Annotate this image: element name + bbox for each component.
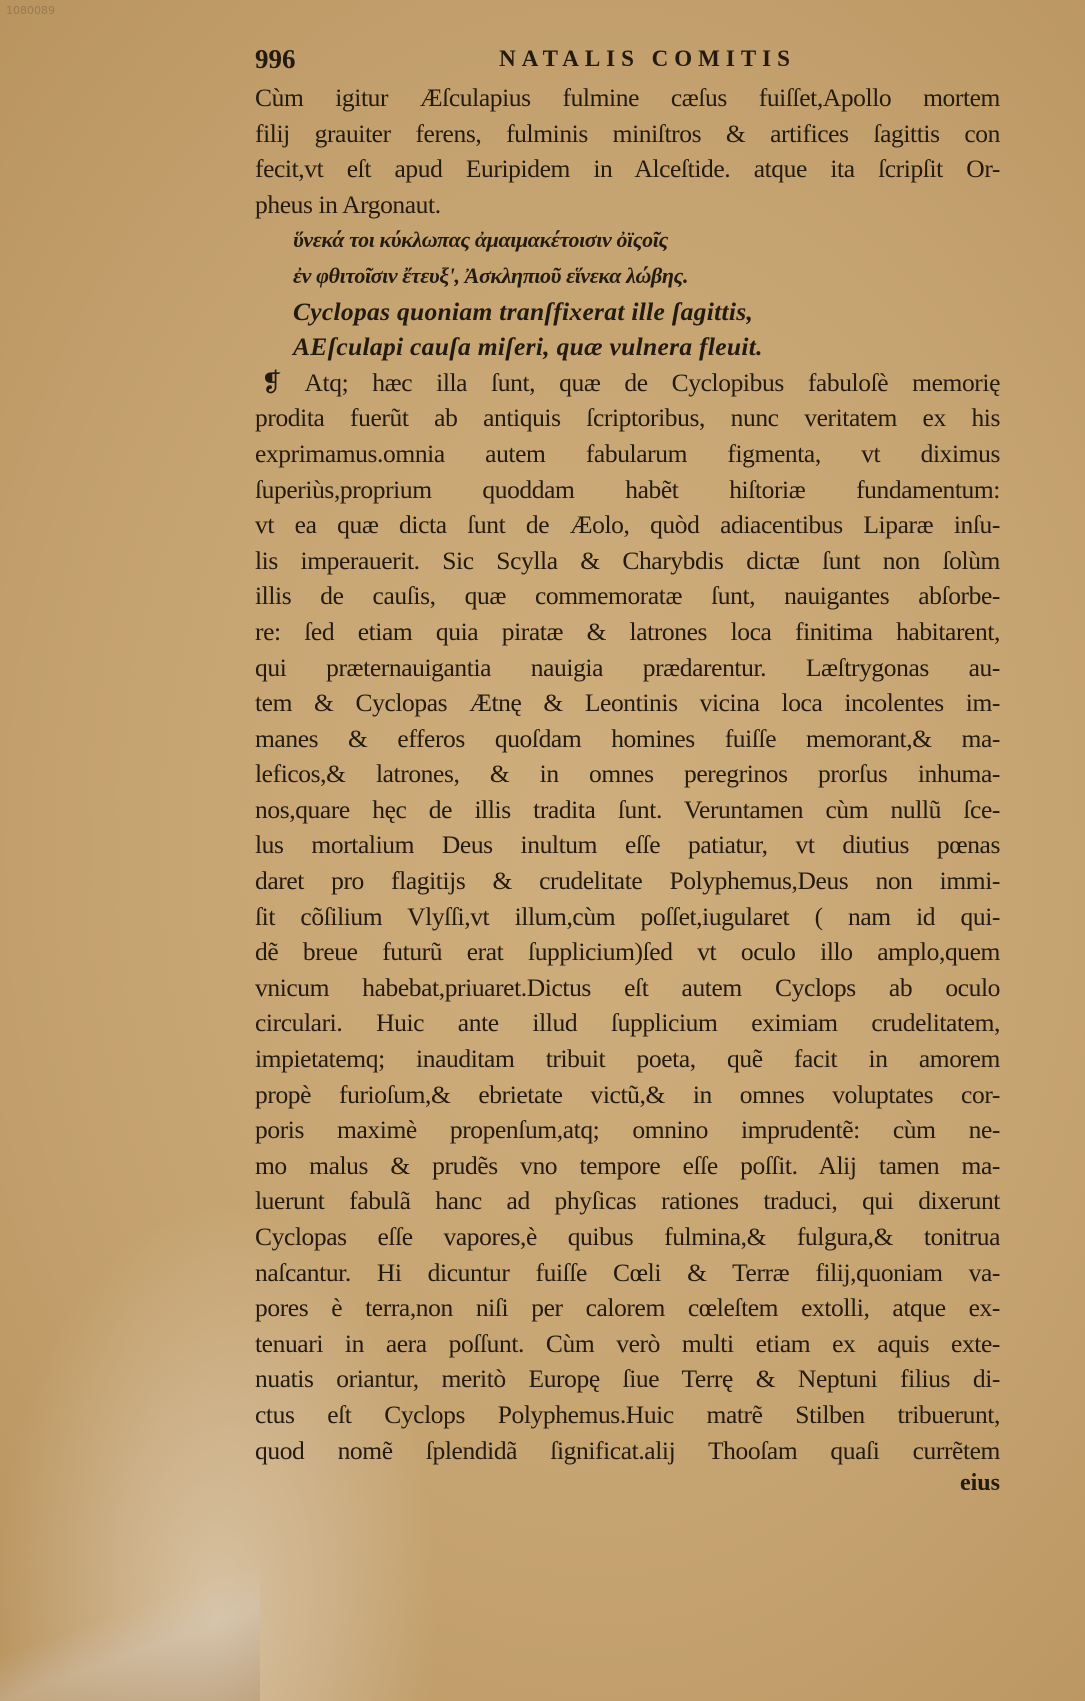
page-body xyxy=(255,80,1000,1468)
page-number: 996 xyxy=(255,44,296,74)
latin-verse-line: Cyclopas quoniam tranſfixerat ille ſagittis, xyxy=(293,296,754,326)
text-line: fecit,vt eſt apud Euripidem in Alceſtide. atque ita ſcripſit Or- xyxy=(255,154,1000,184)
text-line: re: ſed etiam quia piratæ & latrones loca finitima habitarent, xyxy=(255,616,1000,646)
text-line: pheus in Argonaut. xyxy=(255,189,441,219)
text-line: impietatemq; inauditam tribuit poeta, quẽ facit in amorem xyxy=(255,1044,1000,1074)
text-line: prodita fuerũt ab antiquis ſcriptoribus, nunc veritatem ex his xyxy=(255,403,1000,433)
scan-mark: 1080089 xyxy=(6,4,55,17)
paragraph-start-line: ❡ Atq; hæc illa ſunt, quæ de Cyclopibus fabuloſè memorię xyxy=(261,367,1000,397)
text-line: ſit cõſilium Vlyſſi,vt illum,cùm poſſet,iugularet ( nam id qui- xyxy=(255,901,1000,931)
text-line: nos,quare hęc de illis tradita ſunt. Veruntamen cùm nullũ ſce- xyxy=(255,794,1000,824)
greek-verse-line: ὕνεκά τοι κύκλωπας ἀμαιμακέτοισιν ὀϊςοῖς xyxy=(293,227,668,253)
text-line: Cùm igitur Æſculapius fulmine cæſus fuiſſet,Apollo mortem xyxy=(255,83,1000,112)
text-line: ſuperiùs,proprium quoddam habẽt hiſtoriæ fundamentum: xyxy=(255,474,1000,504)
text-line: daret pro flagitijs & crudelitate Polyphemus,Deus non immi- xyxy=(255,866,1000,896)
text-line: leficos,& latrones, & in omnes peregrinos prorſus inhuma- xyxy=(255,759,1000,789)
text-line: propè furioſum,& ebrietate victũ,& in omnes voluptates cor- xyxy=(255,1079,1000,1109)
text-line: pores è terra,non niſi per calorem cœleſtem extolli, atque ex- xyxy=(255,1293,1000,1323)
latin-verse-line: AEſculapi cauſa miſeri, quæ vulnera fleuit. xyxy=(293,332,763,362)
text-line: ctus eſt Cyclops Polyphemus.Huic matrẽ Stilben tribuerunt, xyxy=(255,1399,1000,1429)
text-line: dẽ breue futurũ erat ſupplicium)ſed vt oculo illo amplo,quem xyxy=(255,937,1000,967)
text-line: circulari. Huic ante illud ſupplicium eximiam crudelitatem, xyxy=(255,1008,1000,1038)
text-line: lis imperauerit. Sic Scylla & Charybdis dictæ ſunt non ſolùm xyxy=(255,545,1000,575)
text-line: Cyclopas eſſe vapores,è quibus fulmina,& fulgura,& tonitrua xyxy=(255,1222,1000,1251)
running-head: NATALIS COMITIS xyxy=(499,46,796,71)
text-line: luerunt fabulã hanc ad phyſicas rationes traduci, qui dixerunt xyxy=(255,1186,1000,1216)
text-line: qui præternauigantia nauigia prædarentur. Læſtrygonas au- xyxy=(255,652,1000,682)
text-line: vt ea quæ dicta ſunt de Æolo, quòd adiacentibus Liparæ inſu- xyxy=(255,510,1000,540)
page-corner-shadow xyxy=(0,1561,260,1701)
catchword: eius xyxy=(959,1470,1000,1496)
text-line: manes & efferos quoſdam homines fuiſſe memorant,& ma- xyxy=(255,723,1000,753)
text-line: tem & Cyclopas Ætnę & Leontinis vicina loca incolentes im- xyxy=(255,688,1000,718)
text-line: vnicum habebat,priuaret.Dictus eſt autem Cyclops ab oculo xyxy=(255,972,1000,1002)
text-line: exprimamus.omnia autem fabularum figmenta, vt diximus xyxy=(255,438,1000,468)
text-line: nuatis oriantur, meritò Europę ſiue Terrę & Neptuni filius di- xyxy=(255,1364,1000,1394)
text-line: mo malus & prudẽs vno tempore eſſe poſſit. Alij tamen ma- xyxy=(255,1150,1000,1180)
text-line: tenuari in aera poſſunt. Cùm verò multi etiam ex aquis exte- xyxy=(255,1328,1000,1358)
text-line: filij grauiter ferens, fulminis miniſtros & artifices ſagittis con xyxy=(255,118,1000,148)
text-line: poris maximè propenſum,atq; omnino imprudentẽ: cùm ne- xyxy=(255,1115,1000,1145)
greek-verse-line: ἐν φθιτοῖσιν ἔτευξ', Ἀσκληπιοῦ εἵνεκα λώβης. xyxy=(293,262,689,288)
text-line: quod nomẽ ſplendidã ſignificat.alij Thooſam quaſi currẽtem xyxy=(255,1435,1000,1465)
text-line: naſcantur. Hi dicuntur fuiſſe Cœli & Terræ filij,quoniam va- xyxy=(255,1257,1000,1287)
text-line: illis de cauſis, quæ commemoratæ ſunt, nauigantes abſorbe- xyxy=(255,581,1000,611)
text-line: lus mortalium Deus inultum eſſe patiatur, vt diutius pœnas xyxy=(255,830,1000,860)
page-header xyxy=(255,44,1000,80)
